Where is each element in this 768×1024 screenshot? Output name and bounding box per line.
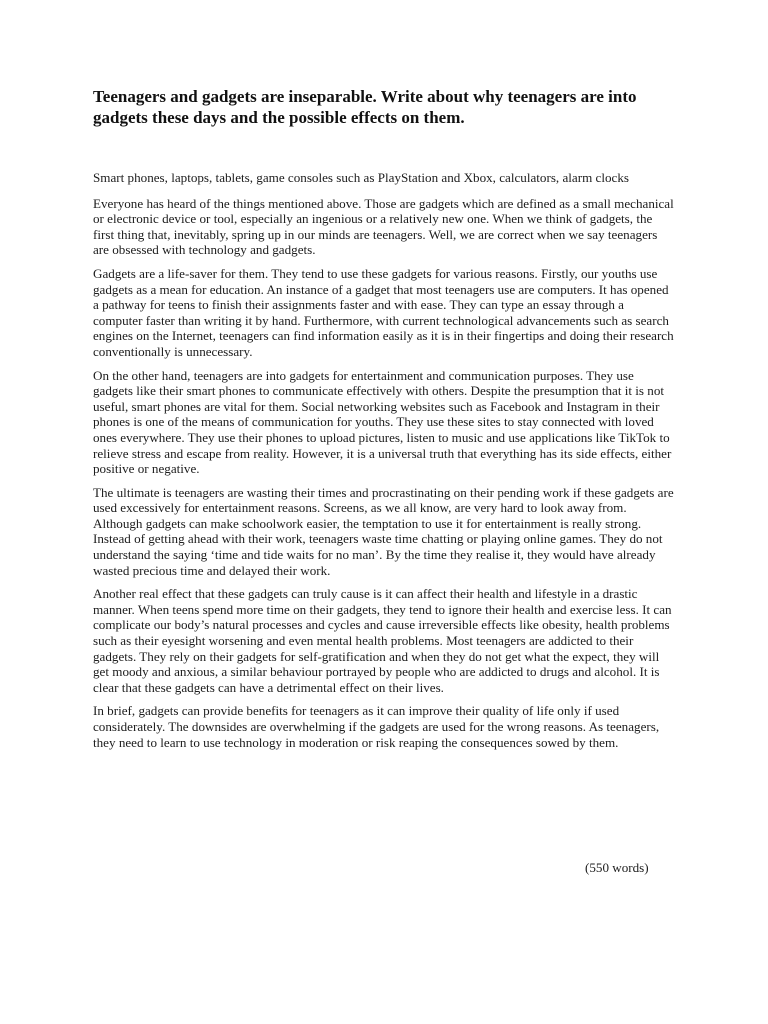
- essay-paragraph-2: Everyone has heard of the things mentioned above. Those are gadgets which are defined as a small mechanical or electronic device or tool, especially an ingenious or a relatively new one. When we think of gadgets, the first thing that, inevitably, spring up in our minds are teenagers. Well, we are correct when we say teenagers are obsessed with technology and gadgets.: [93, 195, 674, 258]
- essay-paragraph-6: Another real effect that these gadgets can truly cause is it can affect their health and lifestyle in a drastic manner. When teens spend more time on their gadgets, they tend to ignore their health and exercise less. It can complicate our body’s natural processes and cycles and cause irreversible effects like obesity, health problems such as their eyesight worsening and even mental health problems. Most teenagers are addicted to their gadgets. They rely on their gadgets for self-gratification and when they do not get what the expect, they will get moody and anxious, a similar behaviour portrayed by people who are addicted to drugs and alcohol. It is clear that these gadgets can have a detrimental effect on their lives.: [93, 586, 672, 695]
- essay-paragraph-5: The ultimate is teenagers are wasting their times and procrastinating on their pending work if these gadgets are used excessively for entertainment reasons. Screens, as we all know, are very hard to look away from. Although gadgets can make schoolwork easier, the temptation to use it for entertainment is really strong. Instead of getting ahead with their work, teenagers waste time chatting or playing online games. They do not understand the saying ‘time and tide waits for no man’. By the time they realise it, they would have already wasted precious time and delayed their work.: [93, 484, 674, 578]
- essay-paragraph-4: On the other hand, teenagers are into gadgets for entertainment and communication purposes. They use gadgets like their smart phones to communicate effectively with others. Despite the presumption that it is not useful, smart phones are vital for them. Social networking websites such as Facebook and Instagram in their phones is one of the means of communication for youths. They use these sites to stay connected with loved ones everywhere. They use their phones to upload pictures, listen to music and use applications like TikTok to relieve stress and escape from reality. However, it is a universal truth that everything has its side effects, either positive or negative.: [93, 367, 672, 477]
- word-count: (550 words): [585, 860, 649, 875]
- essay-paragraph-3: Gadgets are a life-saver for them. They tend to use these gadgets for various reasons. Firstly, our youths use gadgets as a mean for education. An instance of a gadget that most teenagers use are computers. It has opened a pathway for teens to finish their assignments faster and with ease. They can type an essay through a computer faster than writing it by hand. Furthermore, with current technological advancements such as search engines on the Internet, teenagers can find information easily as it is in their fingertips and doing their research conventionally is unnecessary.: [93, 265, 674, 359]
- essay-title: Teenagers and gadgets are inseparable. Write about why teenagers are into gadgets these days and the possible effects on them.: [93, 87, 637, 127]
- essay-paragraph-1: Smart phones, laptops, tablets, game consoles such as PlayStation and Xbox, calculators, alarm clocks: [93, 170, 629, 185]
- essay-paragraph-7: In brief, gadgets can provide benefits for teenagers as it can improve their quality of life only if used considerately. The downsides are overwhelming if the gadgets are used for the wrong reasons. As teenagers, they need to learn to use technology in moderation or risk reaping the consequences sowed by them.: [93, 703, 660, 750]
- document-page: [93, 86, 675, 758]
